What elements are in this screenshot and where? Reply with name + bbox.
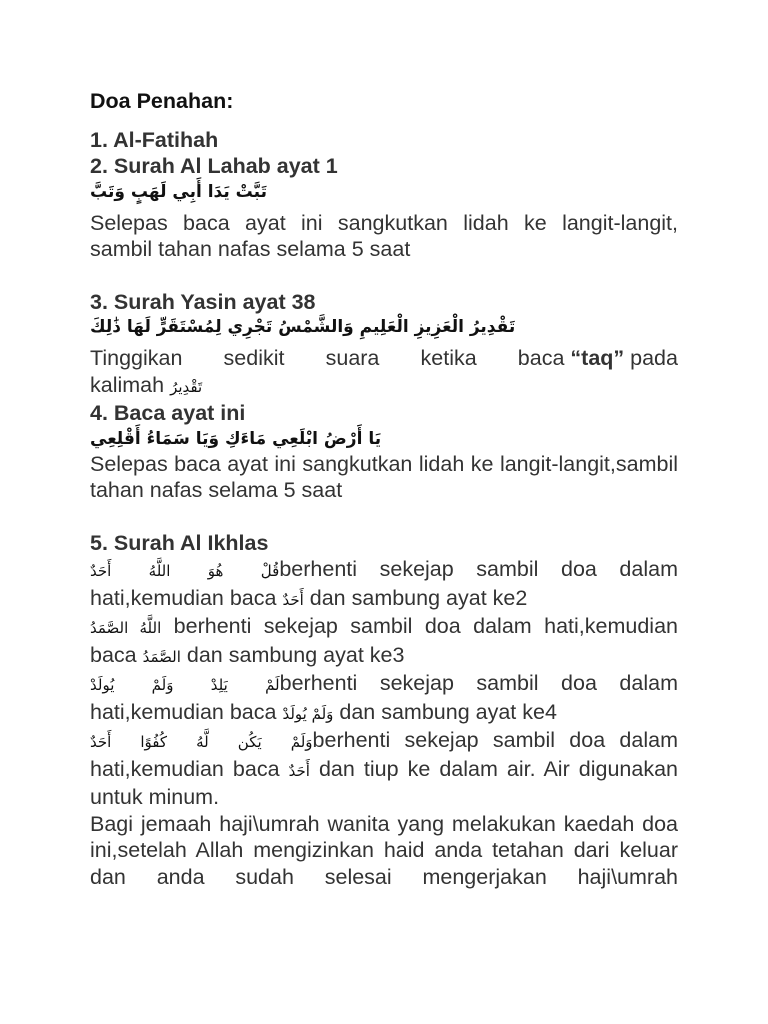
page-title: Doa Penahan: bbox=[90, 89, 234, 113]
item-lahab-heading: 2. Surah Al Lahab ayat 1 bbox=[90, 154, 338, 178]
ikhlas-verse-2-arabic: اللَّهُ الصَّمَدُ bbox=[90, 619, 162, 637]
ikhlas-verse-1-arabic: قُلْ هُوَ اللَّهُ أَحَدٌ bbox=[90, 562, 280, 580]
ikhlas-step-3-end: dan sambung ayat ke4 bbox=[339, 699, 557, 724]
ikhlas-step-1-arabic-word: أَحَدٌ bbox=[282, 590, 304, 609]
yasin-arabic-verse: تَقْدِيرُ الْعَزِيزِ الْعَلِيمِ وَالشَّمْسُ تَجْرِي لِمُسْتَقَرٍّ لَهَا ذَٰلِكَ bbox=[90, 317, 516, 337]
ikhlas-step-2-text: berhenti sekejap sambil doa dalam hati,kemudian baca bbox=[90, 614, 678, 667]
yasin-instruction-word: baca “taq” pada bbox=[517, 346, 678, 370]
ikhlas-step-4-arabic-word: أَحَدٌ bbox=[288, 761, 310, 780]
ikhlas-step-1-text: berhenti sekejap sambil doa dalam hati,kemudian baca bbox=[90, 557, 678, 610]
ikhlas-step-4-text: berhenti sekejap sambil doa dalam hati,kemudian baca bbox=[90, 728, 678, 781]
yasin-instruction-word: ketika bbox=[420, 346, 477, 370]
ikhlas-verse-4-arabic: وَلَمْ يَكُن لَّهُ كُفُوًا أَحَدٌ bbox=[90, 733, 313, 751]
baca-instruction: Selepas baca ayat ini sangkutkan lidah ke langit-langit,sambil tahan nafas selama 5 saat bbox=[90, 451, 678, 502]
ikhlas-step-4 bbox=[90, 727, 678, 811]
yasin-instruction-end: pada bbox=[630, 346, 678, 370]
ikhlas-step-3 bbox=[90, 670, 678, 727]
ikhlas-step-1 bbox=[90, 556, 678, 613]
kalimah-label: kalimah bbox=[90, 372, 165, 397]
taq-emphasis: “taq” bbox=[570, 346, 625, 370]
yasin-instruction-word: suara bbox=[325, 346, 380, 370]
item-baca-heading: 4. Baca ayat ini bbox=[90, 401, 246, 425]
taqdir-arabic-word: تَقْدِيرُ bbox=[170, 377, 203, 396]
lahab-arabic-verse: تَبَّتْ يَدَا أَبِي لَهَبٍ وَتَبَّ bbox=[90, 181, 267, 202]
document-page bbox=[90, 88, 678, 890]
spacer bbox=[90, 504, 678, 530]
ikhlas-step-2-end: dan sambung ayat ke3 bbox=[186, 642, 405, 667]
final-note: Bagi jemaah haji\umrah wanita yang melakukan kaedah doa ini,setelah Allah mengizinkan haid anda tetahan dari keluar dan anda sudah selesai mengerjakan haji\umrah bbox=[90, 811, 678, 889]
ikhlas-step-3-arabic-word: وَلَمْ يُولَدْ bbox=[282, 704, 334, 723]
yasin-instruction-word: sedikit bbox=[223, 346, 285, 370]
ikhlas-step-2 bbox=[90, 613, 678, 670]
ikhlas-verse-3-arabic: لَمْ يَلِدْ وَلَمْ يُولَدْ bbox=[90, 676, 280, 694]
ikhlas-step-4-end: dan tiup ke dalam air. Air digunakan untuk minum. bbox=[90, 756, 678, 809]
item-ikhlas-heading: 5. Surah Al Ikhlas bbox=[90, 530, 269, 555]
ikhlas-step-3-text: berhenti sekejap sambil doa dalam hati,kemudian baca bbox=[90, 671, 678, 724]
yasin-instruction-line2 bbox=[90, 372, 678, 401]
item-fatihah: 1. Al-Fatihah bbox=[90, 127, 219, 152]
item-yasin-heading: 3. Surah Yasin ayat 38 bbox=[90, 289, 316, 314]
spacer bbox=[90, 263, 678, 289]
lahab-instruction: Selepas baca ayat ini sangkutkan lidah ke langit-langit, sambil tahan nafas selama 5 saat bbox=[90, 210, 678, 261]
yasin-instruction-word: Tinggikan bbox=[90, 346, 183, 370]
ikhlas-step-1-end: dan sambung ayat ke2 bbox=[309, 585, 528, 610]
yasin-instruction-line1 bbox=[90, 345, 678, 372]
baca-arabic-verse: يَا أَرْضُ ابْلَعِي مَاءَكِ وَيَا سَمَاءُ أَقْلِعِي bbox=[90, 428, 382, 449]
ikhlas-step-2-arabic-word: الصَّمَدُ bbox=[142, 647, 181, 666]
